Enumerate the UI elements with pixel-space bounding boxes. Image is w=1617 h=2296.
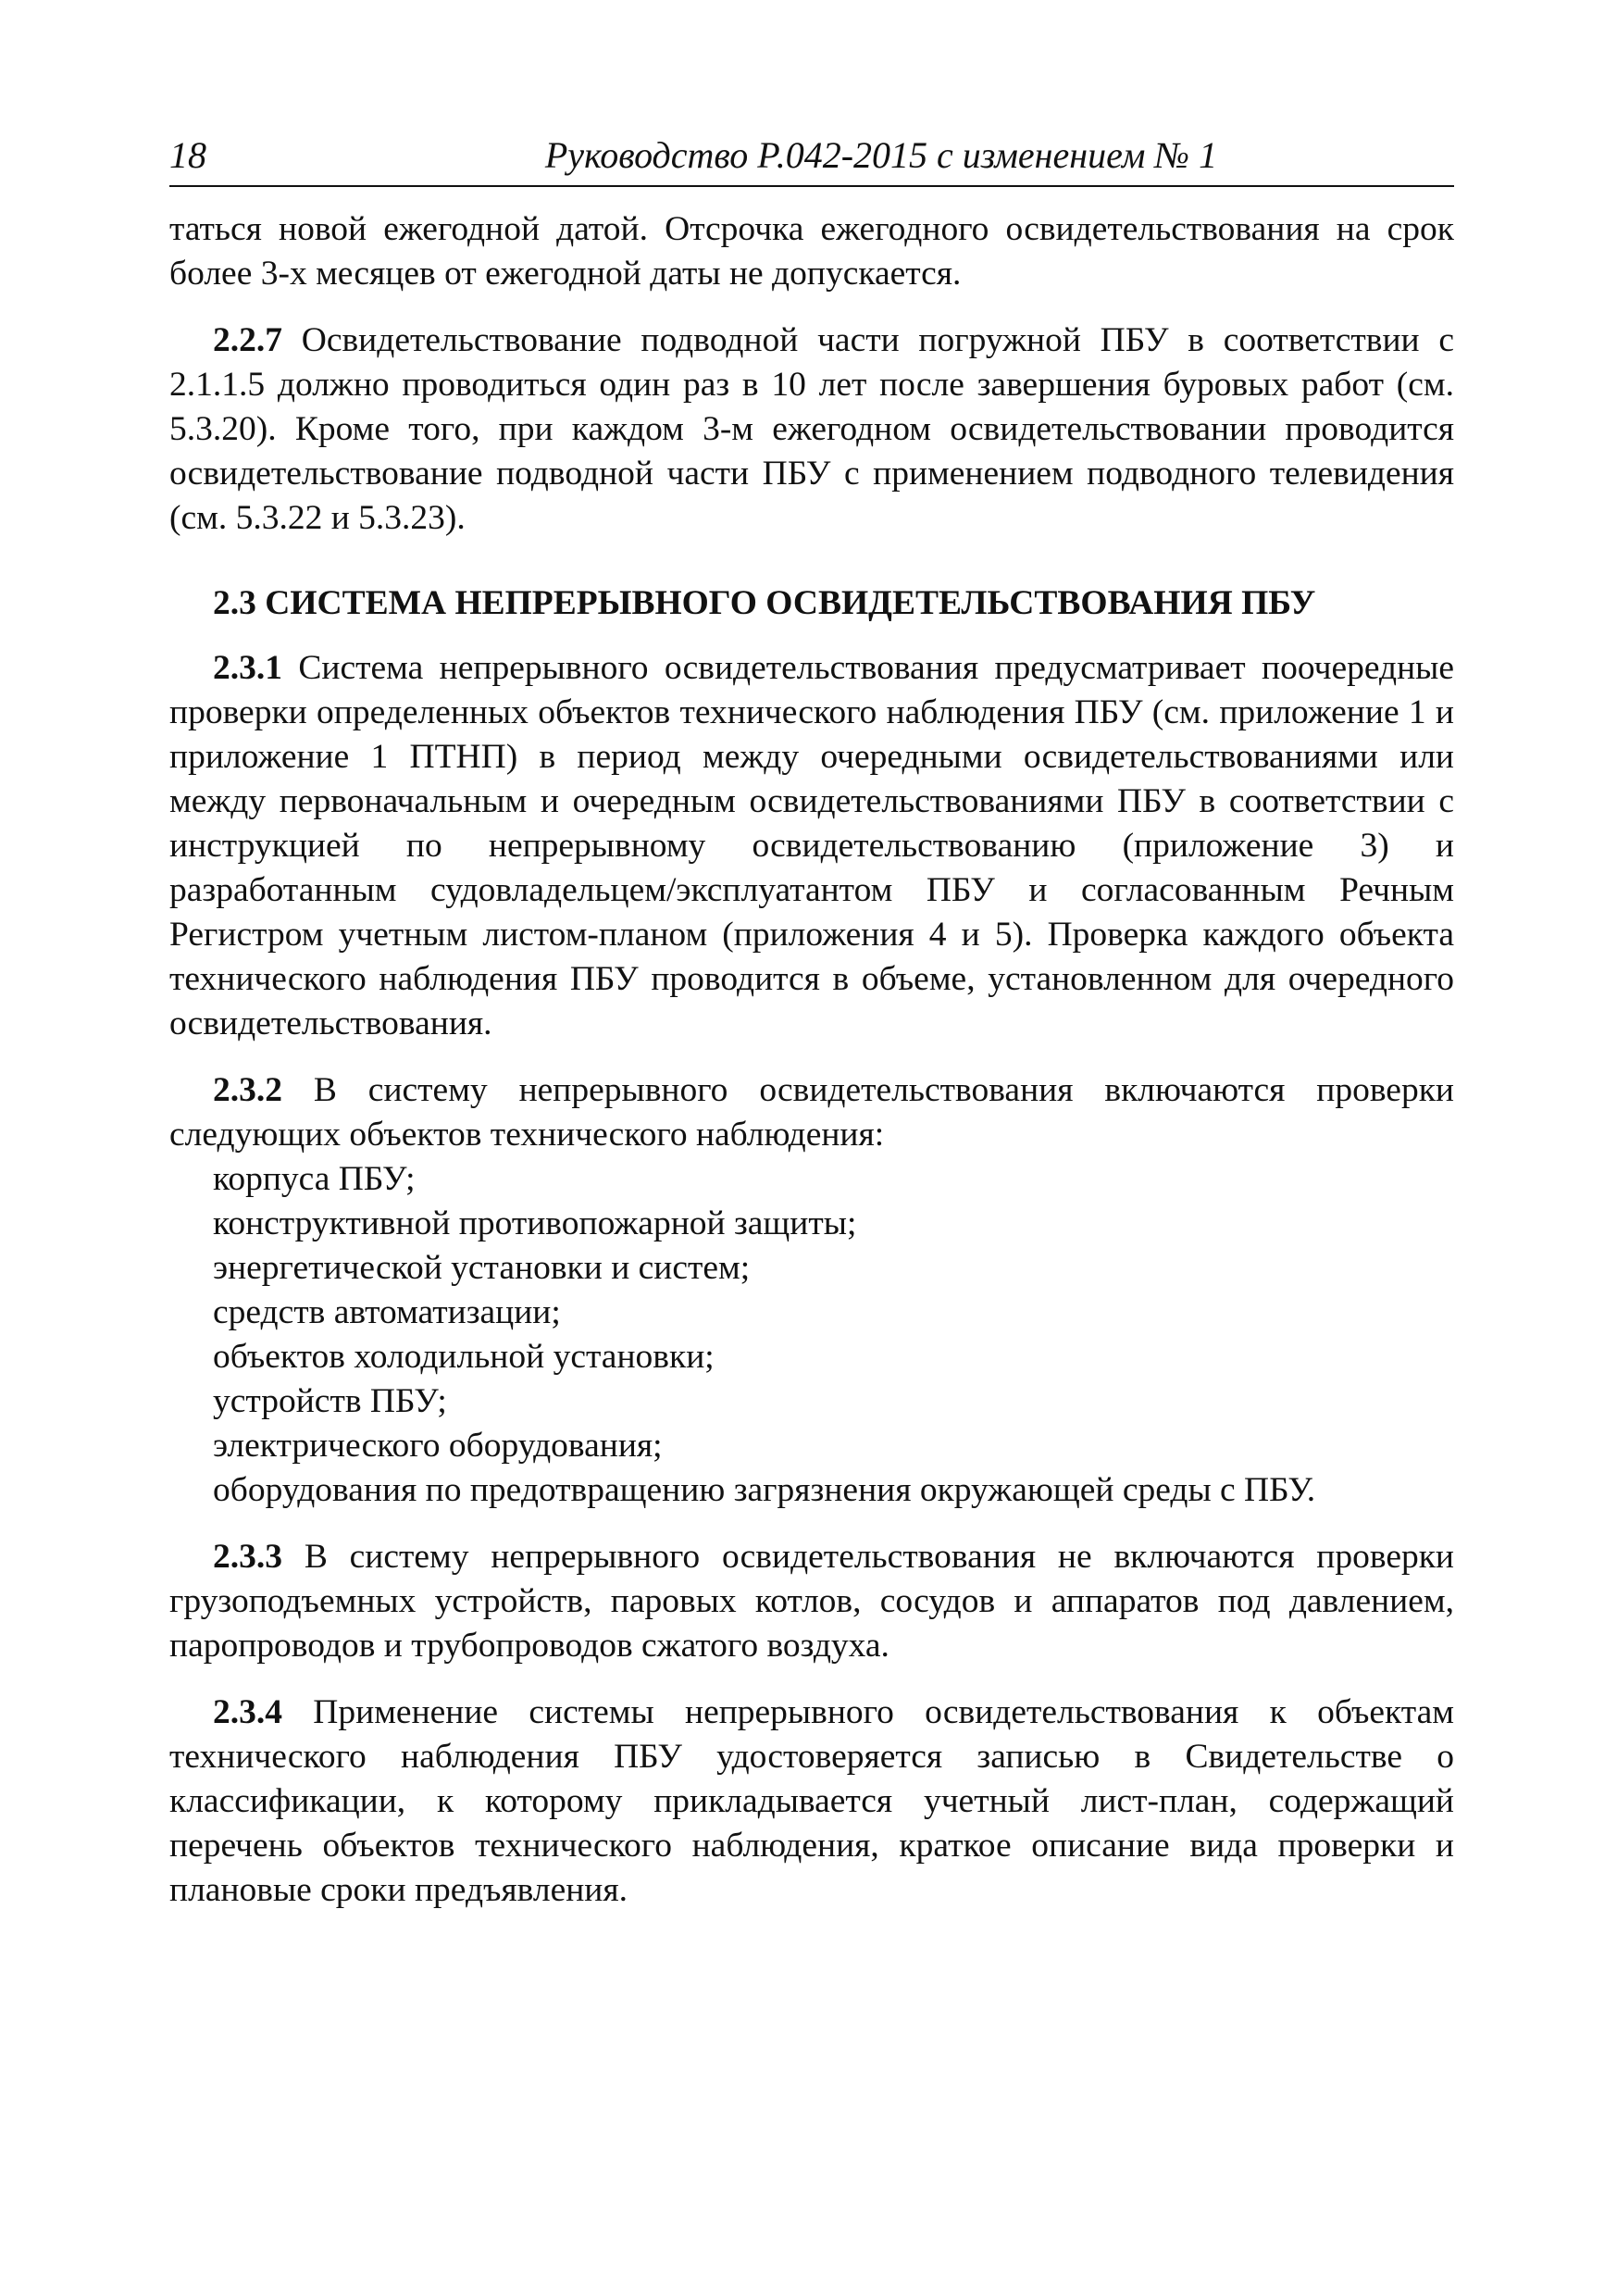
list-item: электрического оборудования; xyxy=(213,1427,663,1465)
paragraph-2-3-3 xyxy=(169,1535,1454,1668)
paragraph-text: В систему непрерывного освидетельствования не включаются проверки грузоподъемных устройств, паровых котлов, сосудов и аппаратов под давлением, паропроводов и трубопроводов сжатого воздуха. xyxy=(169,1538,1454,1665)
document-page xyxy=(169,130,1454,1913)
list-item: оборудования по предотвращению загрязнения окружающей среды с ПБУ. xyxy=(213,1471,1316,1509)
clause-number: 2.3.2 xyxy=(213,1071,282,1109)
list-item: корпуса ПБУ; xyxy=(213,1160,416,1198)
paragraph-2-2-7 xyxy=(169,318,1454,541)
paragraph-2-3-4 xyxy=(169,1691,1454,1913)
paragraph-text: В систему непрерывного освидетельствования включаются проверки следующих объектов технического наблюдения: xyxy=(169,1071,1454,1154)
paragraph-text: Применение системы непрерывного освидетельствования к объектам технического наблюдения ПБУ удостоверяется записью в Свидетельстве о классификации, к которому прикладывается учетный лист-план, содержащий перечень объектов технического наблюдения, краткое описание вида проверки и плановые сроки предъявления. xyxy=(169,1693,1454,1909)
running-header xyxy=(169,130,1454,187)
list-item: энергетической установки и систем; xyxy=(213,1249,751,1287)
list-item: конструктивной противопожарной защиты; xyxy=(213,1204,857,1242)
section-heading: 2.3 СИСТЕМА НЕПРЕРЫВНОГО ОСВИДЕТЕЛЬСТВОВАНИЯ ПБУ xyxy=(213,584,1316,622)
paragraph-text: Освидетельствование подводной части погружной ПБУ в соответствии с 2.1.1.5 должно проводиться один раз в 10 лет после завершения буровых работ (см. 5.3.20). Кроме того, при каждом 3-м ежегодном освидетельствовании проводится освидетельствование подводной части ПБУ с применением подводного телевидения (см. 5.3.22 и 5.3.23). xyxy=(169,321,1454,537)
list-item: устройств ПБУ; xyxy=(213,1382,447,1420)
list-item: объектов холодильной установки; xyxy=(213,1338,715,1376)
body-text xyxy=(169,207,1454,1913)
paragraph-2-3-2 xyxy=(169,1068,1454,1157)
inspection-objects-list xyxy=(169,1157,1454,1513)
paragraph-2-3-1 xyxy=(169,646,1454,1046)
page-number: 18 xyxy=(169,134,206,176)
clause-number: 2.2.7 xyxy=(213,321,282,359)
paragraph-text: Система непрерывного освидетельствования предусматривает поочередные проверки определенных объектов технического наблюдения ПБУ (см. приложение 1 и приложение 1 ПТНП) в период между очередными освидетельствованиями или между первоначальным и очередным освидетельствованиями ПБУ в соответствии с инструкцией по непрерывному освидетельствованию (приложение 3) и разработанным судовладельцем/эксплуатантом ПБУ и согласованным Речным Регистром учетным листом-планом (приложения 4 и 5). Проверка каждого объекта технического наблюдения ПБУ проводится в объеме, установленном для очередного освидетельствования. xyxy=(169,649,1454,1042)
clause-number: 2.3.1 xyxy=(213,649,282,687)
list-item: средств автоматизации; xyxy=(213,1293,561,1331)
clause-number: 2.3.4 xyxy=(213,1693,282,1731)
paragraph-continuation: таться новой ежегодной датой. Отсрочка ежегодного освидетельствования на срок более 3-х месяцев от ежегодной даты не допускается. xyxy=(169,210,1454,293)
clause-number: 2.3.3 xyxy=(213,1538,282,1576)
document-title: Руководство Р.042-2015 с изменением № 1 xyxy=(544,134,1218,176)
